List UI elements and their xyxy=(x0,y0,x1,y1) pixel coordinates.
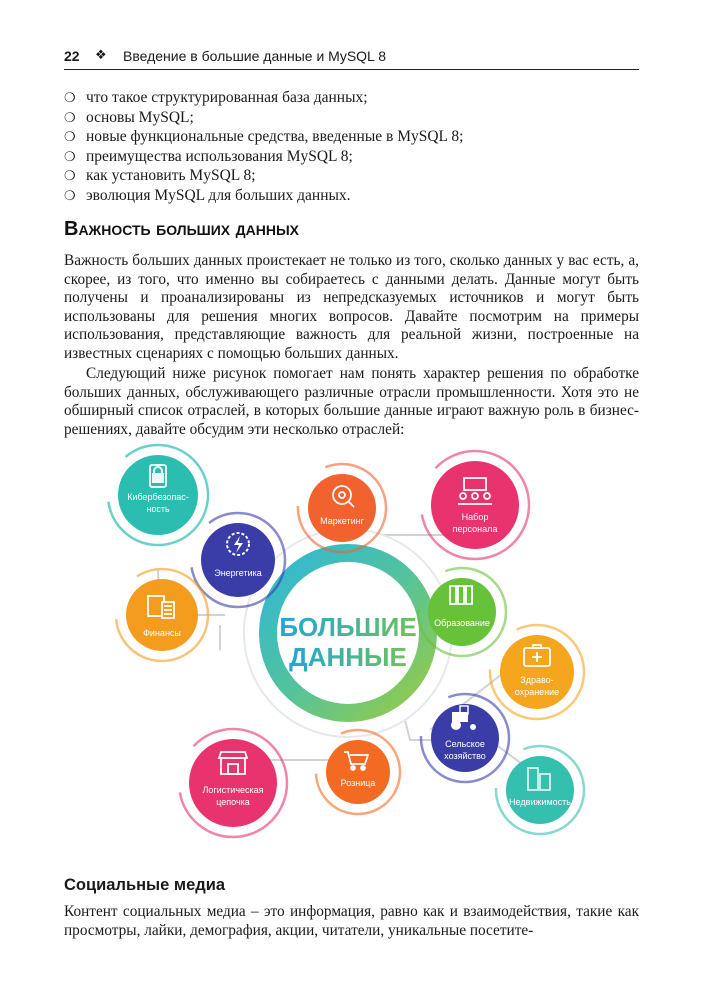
svg-text:Недвижимость: Недвижимость xyxy=(509,797,571,807)
svg-text:Логистическая: Логистическая xyxy=(202,785,264,795)
running-header xyxy=(64,48,639,72)
svg-text:Кибербезопас-: Кибербезопас- xyxy=(127,492,189,502)
list-item: ❍ основы MySQL; xyxy=(64,108,463,128)
node-agriculture xyxy=(421,694,509,782)
header-rule xyxy=(64,69,639,70)
svg-text:Образование: Образование xyxy=(434,618,490,628)
list-item: ❍ что такое структурированная база данных; xyxy=(64,88,463,108)
center-label-line1: БОЛЬШИЕ xyxy=(279,612,417,642)
svg-text:Энергетика: Энергетика xyxy=(214,568,262,578)
section-heading: Важность больших данных xyxy=(64,218,300,240)
svg-text:охранение: охранение xyxy=(514,687,560,697)
node-logistics xyxy=(179,729,287,837)
svg-text:персонала: персонала xyxy=(452,524,498,534)
svg-text:ность: ность xyxy=(146,504,170,514)
node-energy xyxy=(191,513,285,607)
svg-text:Сельское: Сельское xyxy=(445,739,485,749)
bullet-circle-icon: ❍ xyxy=(64,91,76,106)
svg-text:Маркетинг: Маркетинг xyxy=(320,516,364,526)
page-number: 22 xyxy=(64,48,80,64)
svg-text:Розница: Розница xyxy=(340,778,376,788)
svg-text:хозяйство: хозяйство xyxy=(444,751,486,761)
bullet-circle-icon: ❍ xyxy=(64,149,76,165)
svg-text:цепочка: цепочка xyxy=(216,797,250,807)
bullet-circle-icon: ❍ xyxy=(64,188,76,204)
topic-list xyxy=(64,88,463,205)
svg-text:Здраво-: Здраво- xyxy=(520,675,554,685)
header-title: Введение в большие данные и MySQL 8 xyxy=(123,48,386,64)
svg-text:Набор: Набор xyxy=(461,512,489,522)
node-retail xyxy=(316,730,400,814)
bullet-circle-icon: ❍ xyxy=(64,110,76,126)
list-item: ❍ новые функциональные средства, введенные в MySQL 8; xyxy=(64,127,463,147)
bullet-circle-icon: ❍ xyxy=(64,169,76,184)
body-paragraph: Следующий ниже рисунок помогает нам понять характер решения по обработке больших данных, обслуживающего различные отрасли промышленности. Хотя это не обширный список отраслей, в которых большие данные играют важную роль в бизнес-решениях, давайте обсудим эти несколько отраслей: xyxy=(64,365,639,438)
subsection-heading: Социальные медиа xyxy=(64,876,226,894)
node-real-estate xyxy=(496,746,584,834)
center-label-line2: ДАННЫЕ xyxy=(289,642,407,672)
list-item: ❍ преимущества использования MySQL 8; xyxy=(64,147,463,167)
body-paragraph: Важность больших данных проистекает не только из того, сколько данных у вас есть, а, скорее, из того, что именно вы собираетесь с данными делать. Данные могут быть получены и проанализированы из непредсказуемых источников и могут быть использованы для решения многих вопросов. Давайте посмотрим на примеры использования, представляющие важность для реальной жизни, построенные на известных сценариях с помощью больших данных. xyxy=(64,252,639,362)
node-healthcare xyxy=(490,625,584,719)
body-paragraph: Контент социальных медиа – это информация, равно как и взаимодействия, такие как просмотры, лайки, демография, акции, читатели, уникальные посетите- xyxy=(64,903,639,939)
node-cybersecurity xyxy=(108,445,208,545)
big-data-industries-diagram xyxy=(100,440,600,860)
node-finance xyxy=(116,569,208,661)
header-ornament: ❖ xyxy=(95,47,107,62)
center-big-data xyxy=(244,529,452,737)
list-item: ❍ как установить MySQL 8; xyxy=(64,166,463,186)
bullet-circle-icon: ❍ xyxy=(64,130,76,145)
node-recruitment xyxy=(421,451,529,559)
svg-text:Финансы: Финансы xyxy=(143,628,181,638)
node-marketing xyxy=(298,464,386,552)
list-item: ❍ эволюция MySQL для больших данных. xyxy=(64,186,463,206)
